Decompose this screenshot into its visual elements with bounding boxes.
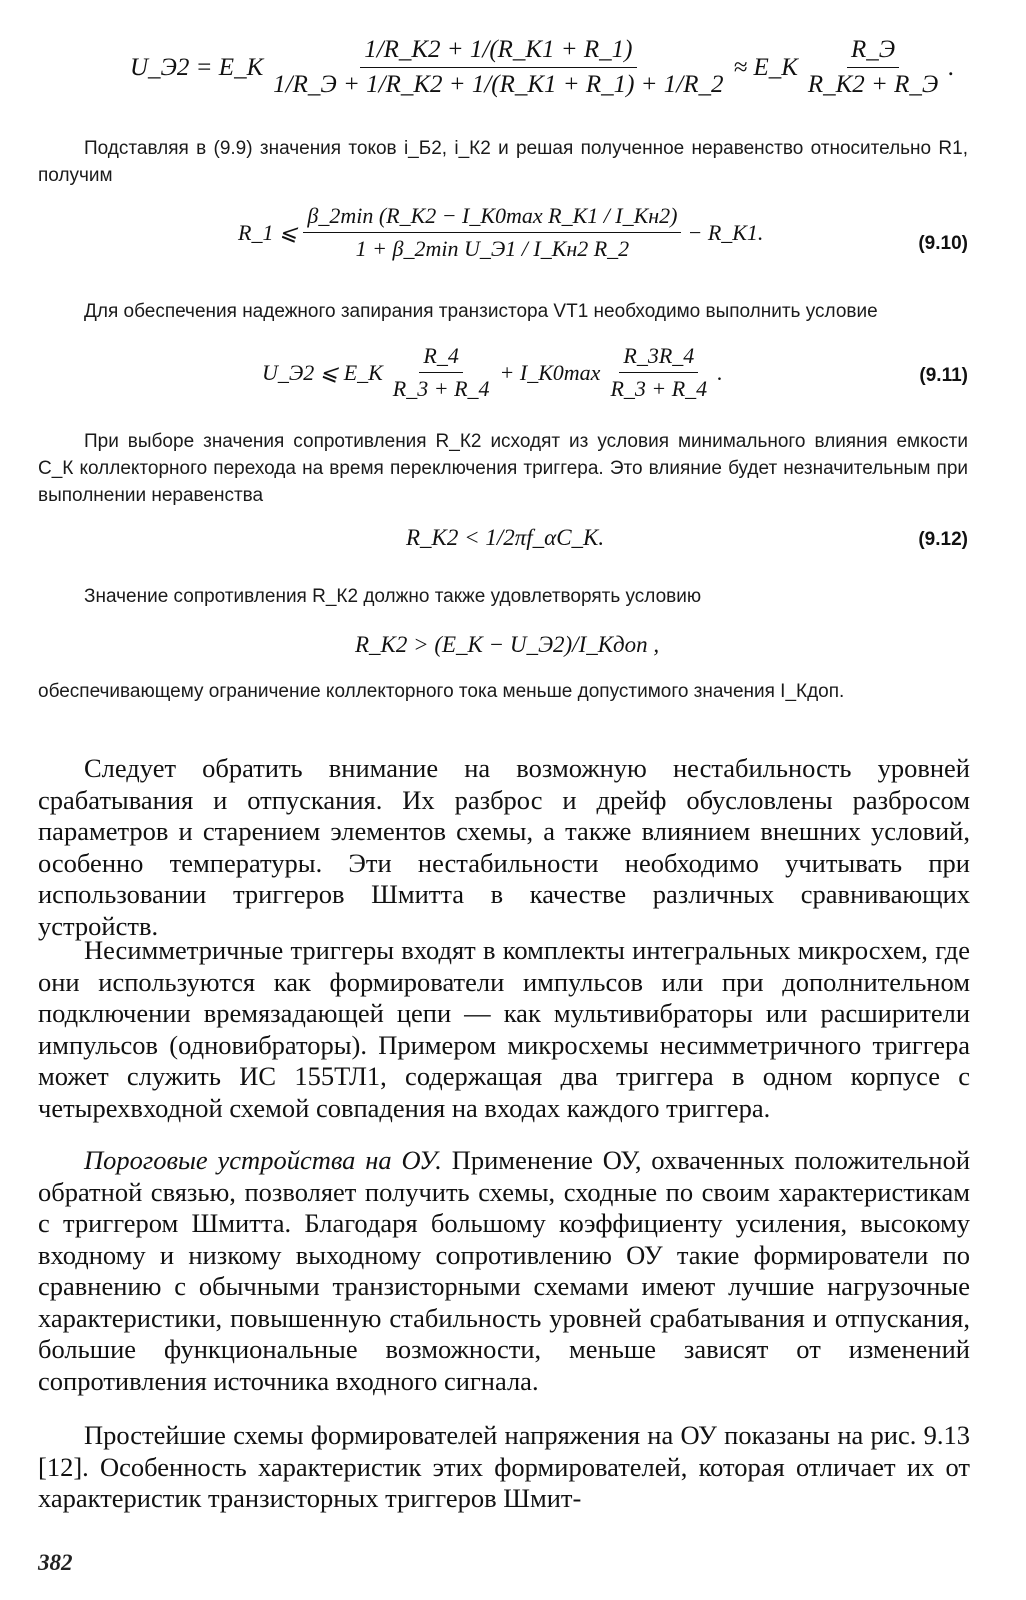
formula-1-denominator-2: R_К2 + R_Э <box>807 71 939 98</box>
formula-2-lhs: R_1 ⩽ <box>238 219 298 245</box>
formula-1-fraction <box>269 36 727 99</box>
formula-3-denominator-2: R_3 + R_4 <box>610 376 708 401</box>
formula-2 <box>238 203 763 262</box>
formula-1 <box>130 36 955 99</box>
formula-2-numerator: β_2min (R_К2 − I_К0max R_К1 / I_Кн2) <box>303 203 681 233</box>
formula-3-denominator: R_3 + R_4 <box>392 376 490 401</box>
paragraph-8-heading: Пороговые устройства на ОУ. <box>84 1145 442 1175</box>
formula-3-numerator: R_4 <box>419 343 462 373</box>
paragraph-1: Подставляя в (9.9) значения токов i_Б2, i_К2 и решая полученное неравенство относительно R1, получим <box>38 138 968 186</box>
formula-1-numerator-2: R_Э <box>847 36 899 68</box>
formula-1-denominator: 1/R_Э + 1/R_К2 + 1/(R_К1 + R_1) + 1/R_2 <box>273 71 724 98</box>
formula-3 <box>262 343 723 402</box>
equation-number-9-12: (9.12) <box>918 529 968 550</box>
paragraph-9: Простейшие схемы формирователей напряжения на ОУ показаны на рис. 9.13 [12]. Особенность характеристик этих формирователей, которая отличает их от характеристик транзисторных триггеров Шмит- <box>38 1420 970 1513</box>
formula-2-fraction <box>303 203 681 262</box>
formula-3-fraction-2 <box>606 343 711 402</box>
formula-1-lhs: U_Э2 = E_К <box>130 53 264 81</box>
equation-number-9-10: (9.10) <box>918 233 968 254</box>
formula-3-lhs: U_Э2 ⩽ E_К <box>262 359 383 385</box>
formula-5-expression: R_К2 > (E_К − U_Э2)/I_Кдоп , <box>355 632 660 657</box>
formula-2-denominator: 1 + β_2min U_Э1 / I_Кн2 R_2 <box>355 236 630 261</box>
page-number: 382 <box>38 1550 73 1575</box>
paragraph-7: Несимметричные триггеры входят в комплекты интегральных микросхем, где они используются как формирователи импульсов или при дополнительном подключении времязадающей цепи — как мультивибраторы или расширители импульсов (одновибраторы). Примером микросхемы несимметричного триггера может служить ИС 155ТЛ1, содержащая два триггера в одном корпусе с четырехвходной схемой совпадения на входах каждого триггера. <box>38 935 970 1123</box>
equation-number-9-11: (9.11) <box>919 365 968 386</box>
formula-5 <box>355 632 659 658</box>
formula-1-fraction-2 <box>804 36 942 99</box>
paragraph-8-body: Применение ОУ, охваченных положительной обратной связью, позволяет получить схемы, сходные по своим характеристикам с триггером Шмитта. Благодаря большому коэффициенту усиления, высокому входному и низкому выходному сопротивлению ОУ такие формирователи по сравнению с обычными транзисторными схемами имеют лучшие нагрузочные характеристики, повышенную стабильность уровней срабатывания и отпускания, большие функциональные возможности, меньше зависят от изменений сопротивления источника входного сигнала. <box>38 1145 971 1396</box>
paragraph-6: Следует обратить внимание на возможную нестабильность уровней срабатывания и отпускания. Их разброс и дрейф обусловлены разбросом параметров и старением элементов схемы, а также влиянием внешних условий, особенно температуры. Эти нестабильности необходимо учитывать при использовании триггеров Шмитта в качестве различных сравнивающих устройств. <box>38 753 970 941</box>
formula-3-end: . <box>717 359 723 385</box>
formula-2-rest: − R_К1. <box>687 219 764 245</box>
formula-1-end: . <box>948 53 955 81</box>
formula-4 <box>406 525 604 551</box>
formula-3-fraction <box>389 343 494 402</box>
formula-1-approx: ≈ E_К <box>733 53 798 81</box>
paragraph-2: Для обеспечения надежного запирания транзистора VT1 необходимо выполнить условие <box>84 301 878 322</box>
formula-3-numerator-2: R_3R_4 <box>619 343 698 373</box>
paragraph-3: При выборе значения сопротивления R_К2 исходят из условия минимального влияния емкости C_К коллекторного перехода на время переключения триггера. Это влияние будет незначительным при выполнении неравенства <box>38 431 968 506</box>
formula-1-numerator: 1/R_К2 + 1/(R_К1 + R_1) <box>360 36 636 68</box>
formula-4-expression: R_К2 < 1/2πf_αC_К. <box>406 525 605 550</box>
paragraph-5: обеспечивающему ограничение коллекторного тока меньше допустимого значения I_Кдоп. <box>38 681 845 702</box>
formula-3-mid: + I_К0max <box>499 359 601 385</box>
paragraph-8 <box>38 1145 970 1397</box>
paragraph-4: Значение сопротивления R_К2 должно также удовлетворять условию <box>84 586 702 607</box>
